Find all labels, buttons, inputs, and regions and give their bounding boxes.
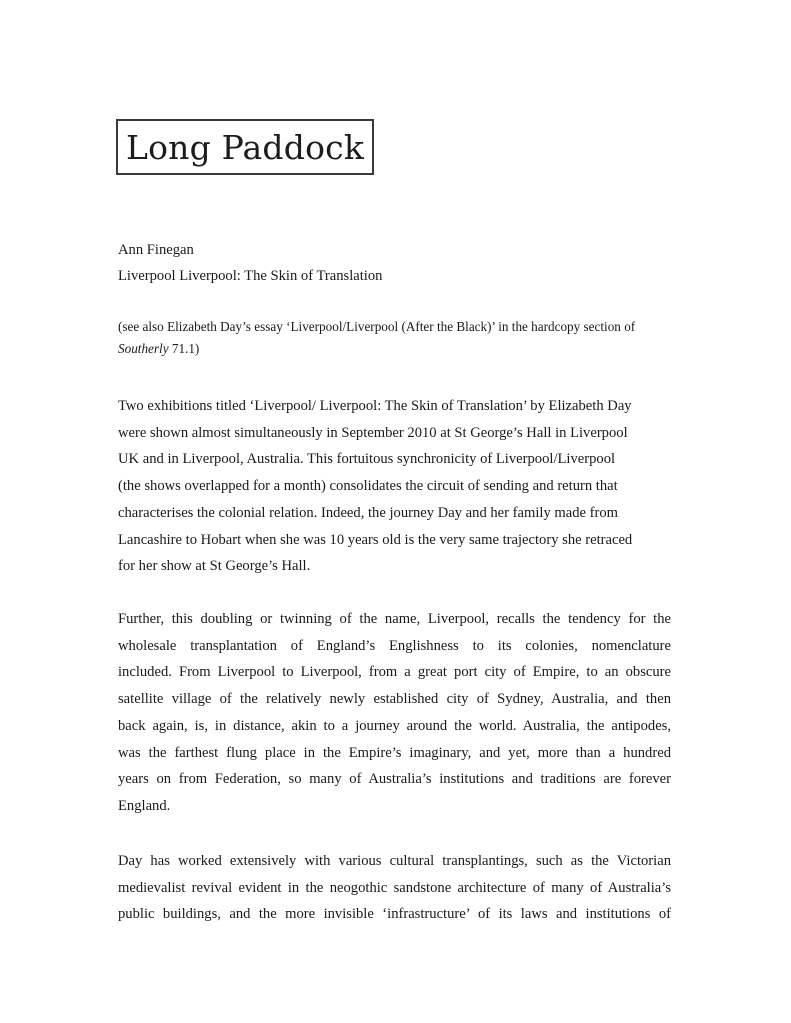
paragraph-line: Lancashire to Hobart when she was 10 years old is the very same trajectory she retraced <box>118 531 633 548</box>
author-name: Ann Finegan <box>118 242 194 258</box>
paragraph-line: for her show at St George’s Hall. <box>118 558 311 575</box>
paragraph-line: years on from Federation, so many of Australia’s institutions and traditions are forever <box>118 771 671 788</box>
paragraph-line: wholesale transplantation of England’s Englishness to its colonies, nomenclature <box>118 637 671 654</box>
paragraph-line: back again, is, in distance, akin to a journey around the world. Australia, the antipodes, <box>118 717 671 734</box>
body-paragraph-2 <box>118 606 671 820</box>
note-journal-title: Southerly <box>118 341 169 356</box>
article-title: Liverpool Liverpool: The Skin of Translation <box>118 268 383 284</box>
paragraph-line: included. From Liverpool to Liverpool, from a great port city of Empire, to an obscure <box>118 664 671 681</box>
paragraph-line: Further, this doubling or twinning of the name, Liverpool, recalls the tendency for the <box>118 611 671 627</box>
paragraph-line: characterises the colonial relation. Indeed, the journey Day and her family made from <box>118 504 619 521</box>
publication-logo <box>116 119 374 175</box>
body-paragraph-3 <box>118 848 671 928</box>
note-issue: 71.1) <box>168 341 200 356</box>
body-paragraph-1 <box>118 393 671 580</box>
paragraph-line: (the shows overlapped for a month) consolidates the circuit of sending and return that <box>118 478 618 495</box>
see-also-note <box>118 316 678 360</box>
paragraph-line: Day has worked extensively with various cultural transplantings, such as the Victorian <box>118 853 671 869</box>
paragraph-line: UK and in Liverpool, Australia. This fortuitous synchronicity of Liverpool/Liverpool <box>118 451 616 468</box>
note-text: (see also Elizabeth Day’s essay ‘Liverpool/Liverpool (After the Black)’ in the hardcopy section of <box>118 319 636 334</box>
paragraph-line: satellite village of the relatively newly established city of Sydney, Australia, and then <box>118 691 671 708</box>
paragraph-line: was the farthest flung place in the Empire’s imaginary, and yet, more than a hundred <box>118 744 671 761</box>
paragraph-line: Two exhibitions titled ‘Liverpool/ Liverpool: The Skin of Translation’ by Elizabeth Day <box>118 398 632 414</box>
paragraph-line: were shown almost simultaneously in September 2010 at St George’s Hall in Liverpool <box>118 424 628 441</box>
paragraph-line: England. <box>118 797 171 814</box>
paragraph-line: public buildings, and the more invisible ‘infrastructure’ of its laws and institutions of <box>118 906 671 923</box>
paragraph-line: medievalist revival evident in the neogothic sandstone architecture of many of Australia’s <box>118 879 671 896</box>
logo-text: Long Paddock <box>125 127 365 167</box>
